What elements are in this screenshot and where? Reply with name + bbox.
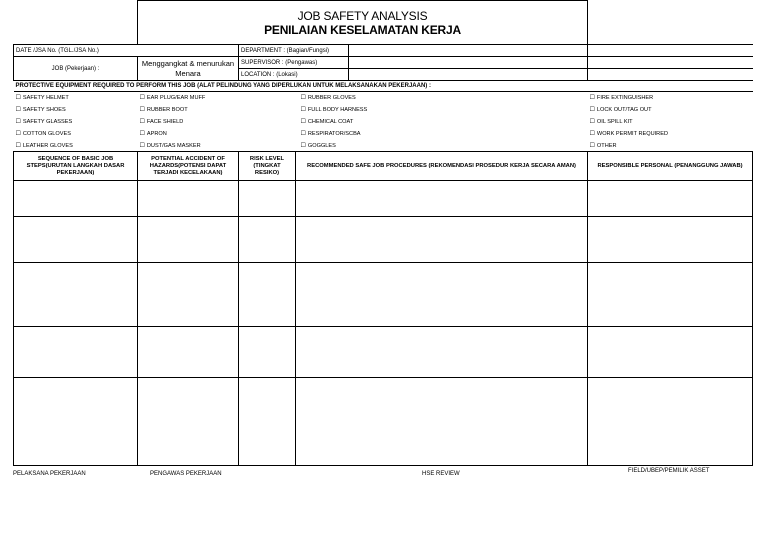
ppe-respirator[interactable]: ☐ RESPIRATOR/SCBA	[300, 131, 361, 137]
ppe-safety-helmet[interactable]: ☐ SAFETY HELMET	[15, 95, 69, 102]
checkbox-icon: ☐	[589, 131, 595, 137]
ppe-chemical-coat[interactable]: ☐ CHEMICAL COAT	[300, 119, 354, 125]
ppe-row	[14, 140, 753, 152]
title-right-blank	[588, 1, 753, 45]
ppe-ear-plug[interactable]: ☐ EAR PLUG/EAR MUFF	[139, 95, 206, 102]
checkbox-icon: ☐	[15, 119, 21, 125]
checkbox-icon: ☐	[589, 119, 595, 125]
department-extra	[588, 45, 753, 57]
form-table	[13, 0, 753, 466]
checkbox-icon: ☐	[589, 107, 595, 113]
checkbox-icon: ☐	[15, 107, 21, 113]
col-header-steps: SEQUENCE OF BASIC JOB STEPS(URUTAN LANGKAH DASAR PEKERJAAN)	[14, 152, 138, 181]
table-row	[14, 217, 753, 263]
supervisor-value[interactable]	[349, 57, 588, 69]
checkbox-icon: ☐	[139, 119, 145, 125]
col-header-procedures: RECOMMENDED SAFE JOB PROCEDURES (REKOMENDASI PROSEDUR KERJA SECARA AMAN)	[296, 152, 588, 181]
ppe-face-shield[interactable]: ☐ FACE SHIELD	[139, 119, 184, 125]
ppe-dust-gas-masker[interactable]: ☐ DUST/GAS MASKER	[138, 140, 296, 152]
location-extra	[588, 69, 753, 81]
ppe-other[interactable]: ☐ OTHER	[588, 140, 753, 152]
ppe-full-body-harness[interactable]: ☐ FULL BODY HARNESS	[300, 107, 368, 113]
table-row	[14, 327, 753, 378]
ppe-leather-gloves[interactable]: ☐ LEATHER GLOVES	[14, 140, 138, 152]
ppe-rubber-gloves[interactable]: ☐ RUBBER GLOVES	[300, 95, 356, 102]
table-row	[14, 181, 753, 217]
footer-field-owner: FIELD/UBEP/PEMILIK ASSET	[628, 468, 710, 474]
form-title: JOB SAFETY ANALYSIS	[297, 8, 428, 23]
checkbox-icon: ☐	[15, 142, 21, 149]
jsa-form	[13, 0, 752, 466]
checkbox-icon: ☐	[139, 95, 145, 102]
ppe-row	[14, 128, 753, 140]
footer-executor: PELAKSANA PEKERJAAN	[13, 471, 86, 477]
ppe-oil-spill-kit[interactable]: ☐ OIL SPILL KIT	[589, 119, 633, 125]
job-label: JOB (Pekerjaan) :	[14, 57, 138, 81]
checkbox-icon: ☐	[139, 131, 145, 137]
ppe-cotton-gloves[interactable]: ☐ COTTON GLOVES	[15, 131, 71, 137]
checkbox-icon: ☐	[589, 95, 595, 102]
ppe-apron[interactable]: ☐ APRON	[139, 131, 167, 137]
checkbox-icon: ☐	[300, 119, 306, 125]
job-value[interactable]: Menggangkat & menurukan Menara	[138, 57, 239, 81]
checkbox-icon: ☐	[300, 95, 306, 102]
col-header-hazards: POTENTIAL ACCIDENT OF HAZARDS(POTENSI DAPAT TERJADI KECELAKAAN)	[138, 152, 239, 181]
location-value[interactable]	[349, 69, 588, 81]
title-left-blank	[14, 1, 138, 45]
ppe-row	[14, 116, 753, 128]
ppe-rubber-boot[interactable]: ☐ RUBBER BOOT	[139, 107, 188, 113]
ppe-lock-out[interactable]: ☐ LOCK OUT/TAG OUT	[589, 107, 652, 113]
table-row	[14, 263, 753, 327]
ppe-work-permit[interactable]: ☐ WORK PERMIT REQUIRED	[589, 131, 668, 137]
footer-hse-review: HSE REVIEW	[422, 471, 460, 477]
column-header-row	[14, 152, 753, 181]
checkbox-icon: ☐	[300, 131, 306, 137]
department-value[interactable]	[349, 45, 588, 57]
checkbox-icon: ☐	[139, 107, 145, 113]
ppe-goggles[interactable]: ☐ GOGGLES	[296, 140, 588, 152]
supervisor-label: SUPERVISOR : (Pengawas)	[239, 57, 349, 69]
col-header-responsible: RESPONSIBLE PERSONAL (PENANGGUNG JAWAB)	[588, 152, 753, 181]
location-label: LOCATION : (Lokasi)	[239, 69, 349, 81]
ppe-safety-shoes[interactable]: ☐ SAFETY SHOES	[15, 107, 66, 113]
ppe-safety-glasses[interactable]: ☐ SAFETY GLASSES	[15, 119, 73, 125]
checkbox-icon: ☐	[15, 131, 21, 137]
col-header-risk: RISK LEVEL (TINGKAT RESIKO)	[239, 152, 296, 181]
checkbox-icon: ☐	[300, 107, 306, 113]
ppe-fire-extinguisher[interactable]: ☐ FIRE EXTINGUISHER	[589, 95, 654, 102]
checkbox-icon: ☐	[15, 95, 21, 102]
table-row	[14, 378, 753, 466]
ppe-row	[14, 92, 753, 104]
department-label: DEPARTMENT : (Bagian/Fungsi)	[239, 45, 349, 57]
date-label: DATE /JSA No. (TGL./JSA No.)	[14, 45, 239, 57]
title-cell	[138, 1, 588, 45]
ppe-heading: PROTECTIVE EQUIPMENT REQUIRED TO PERFORM THIS JOB (ALAT PELINDUNG YANG DIPERLUKAN UNTUK MELAKSANAKAN PEKERJAAN) :	[14, 81, 753, 92]
ppe-row	[14, 104, 753, 116]
checkbox-icon: ☐	[300, 142, 306, 149]
form-subtitle: PENILAIAN KESELAMATAN KERJA	[264, 22, 461, 37]
checkbox-icon: ☐	[139, 142, 145, 149]
checkbox-icon: ☐	[589, 142, 595, 149]
supervisor-extra	[588, 57, 753, 69]
footer-supervisor: PENGAWAS PEKERJAAN	[150, 471, 222, 477]
